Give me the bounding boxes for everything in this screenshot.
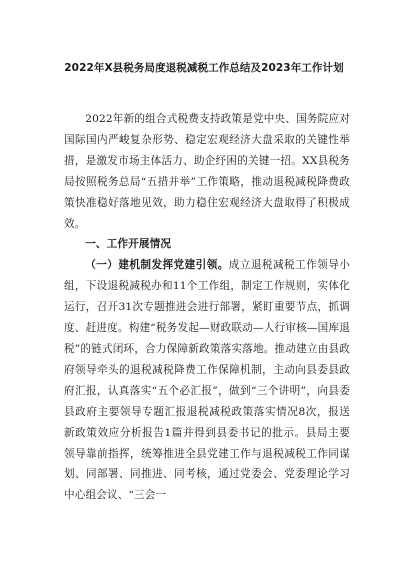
subsection-heading-mechanism: （一）建机制发挥党建引领。 — [85, 259, 229, 272]
document-title: 2022年X县税务局度退税减税工作总结及2023年工作计划 — [64, 62, 344, 74]
intro-paragraph: 2022年新的组合式税费支持政策是党中央、国务院应对国际国内严峻复杂形势、稳定宏观经济大盘采取的关键性举措，是激发市场主体活力、助企纾困的关键一招。XX县税务局按照税务总局“五措并举”工作策略，推动退税减税降费政策快准稳好落地见效，助力稳住宏观经济大盘取得了积极成效。 — [64, 113, 350, 230]
subsection-paragraph — [64, 255, 350, 506]
section-heading-work-progress: 一、工作开展情况 — [85, 238, 172, 251]
document-body — [64, 109, 350, 506]
subsection-body-text: 成立退税减税工作领导小组，下设退税减税办和11个工作组，制定工作规则，实体化运行，召开31次专题推进会进行部署，紧盯重要节点，抓调度、赶进度。构建“税务发起—财政联动—人行审核—国库退税”的链式闭环，合力保障新政策落实落地。推动建立由县政府领导牵头的退税减税降费工作保障机制，主动向县委县政府汇报，认真落实“五个必汇报”，做到“三个讲明”，向县委县政府主要领导专题汇报退税减税政策落实情况8次，报送新政策效应分析报告1篇并得到县委书记的批示。县局主要领导靠前指挥，统筹推进全县党建工作与退税减税工作同谋划、同部署、同推进、同考核，通过党委会、党委理论学习中心组会议、“三会一 — [64, 259, 351, 502]
